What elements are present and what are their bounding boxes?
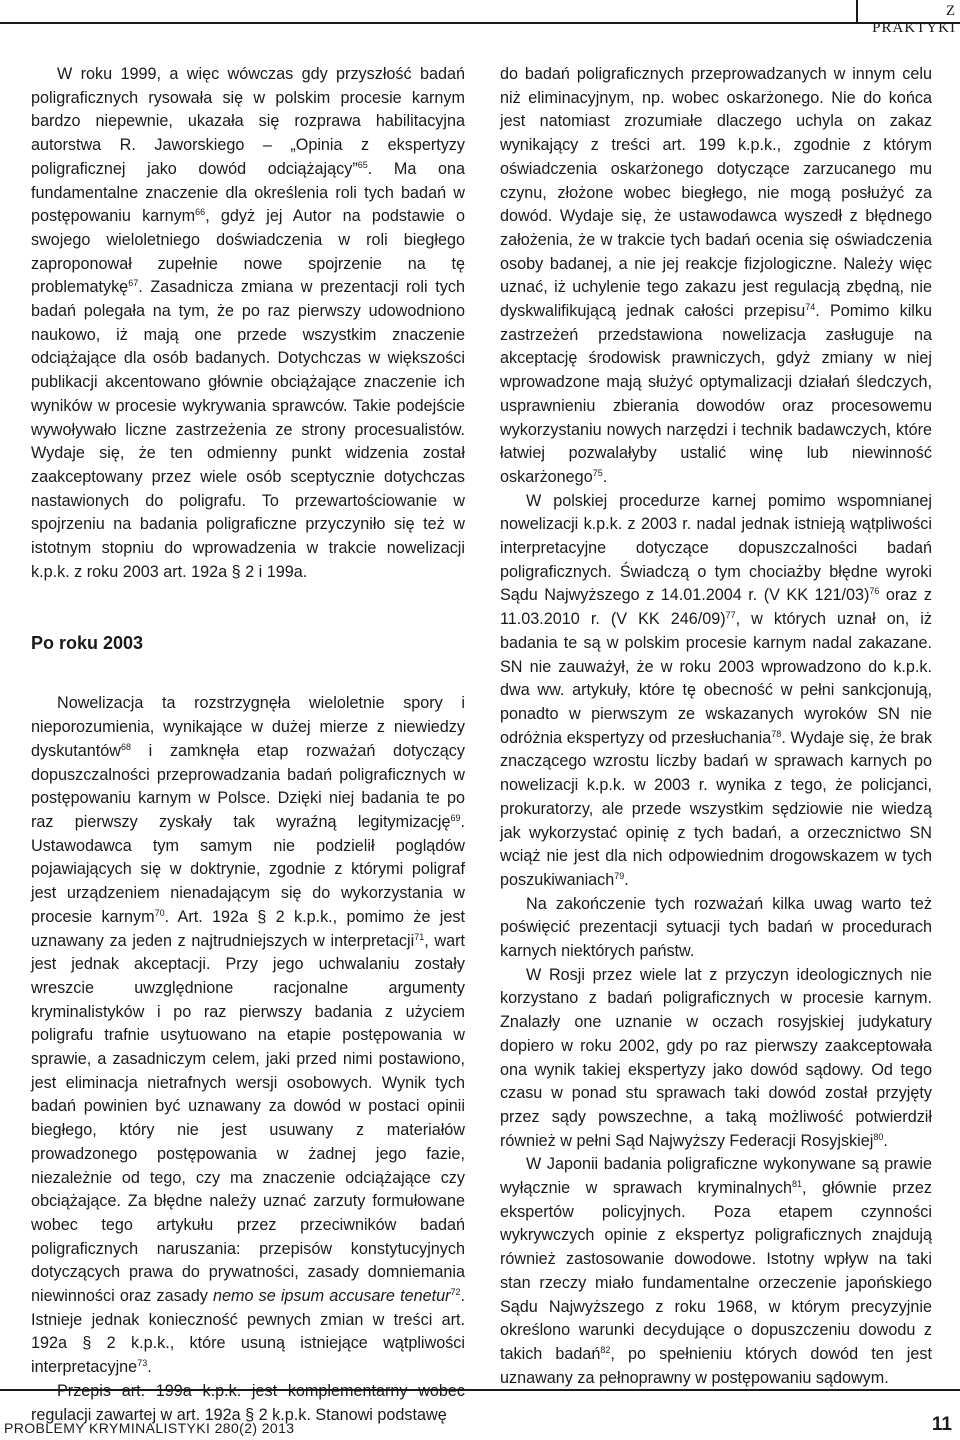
footnote-ref: 78 [771,728,782,739]
footnote-ref: 76 [869,586,880,597]
footnote-ref: 77 [725,610,736,621]
footnote-ref: 82 [600,1344,611,1355]
footnote-ref: 67 [128,278,139,289]
paragraph: Przepis art. 199a k.p.k. jest komplementarny wobec regulacji zawartej w art. 192a § 2 k.p.k. Stanowi podstawę [31,1381,465,1424]
paragraph: do badań poligraficznych przeprowadzanych w innym celu niż eliminacyjnym, np. wobec oskarżonego. Nie do końca jest natomiast zrozumiałe dlaczego uchyla on zakaz wynikający z treści art. 199 k.p.k., zgodnie z którym oświadczenia oskarżonego dotyczące zarzucanego mu czynu, złożone wobec biegłego, nie mogą posłużyć za dowód. Wydaje się, że ustawodawca wyszedł z błędnego założenia, że w trakcie tych badań ocenia się oświadczenia osoby badanej, a nie jej reakcje fizjologiczne. Należy więc uznać, iż uchylenie tego zakazu jest regulacją zbędną, nie dyskwalifikującą jednak całości przepisu$^{74}$. Pomimo kilku zastrzeżeń przedstawiona nowelizacja zasługuje na akceptację środowisk prawniczych, gdyż zmiany w niej wprowadzone mają służyć optymalizacji działań śledczych, usprawnieniu zbierania dowodów oraz procesowemu wykorzystaniu nowych narzędzi i technik badawczych, które łatwiej pozwalałyby ustalić winę lub niewinność oskarżonego$^{75}$. [500,65,932,486]
right-column [500,63,932,1390]
footnote-ref: 80 [873,1131,884,1142]
footnote-ref: 79 [614,870,625,881]
footnote-ref: 69 [450,812,461,823]
footnote-ref: 74 [805,302,816,313]
paragraph: Nowelizacja ta rozstrzygnęła wieloletnie spory i nieporozumienia, wynikające w dużej mierze z niewiedzy dyskutantów$^{68}$ i zamknęła etap rozważań dotyczący dopuszczalności przeprowadzania badań poligraficznych w postępowaniu karnym w Polsce. Dzięki niej badania te po raz pierwszy zyskały tak wyraźną legitymizację$^{69}$. Ustawodawca tym samym nie podzielił poglądów pojawiających się w doktrynie, zgodnie z którymi poligraf jest urządzeniem nienadającym się do wykorzystania w procesie karnym$^{70}$. Art. 192a § 2 k.p.k., pomimo że jest uznawany za jeden z najtrudniejszych w interpretacji$^{71}$, wart jest jednak akceptacji. Przy jego uchwalaniu zostały wreszcie uwzględnione racjonalne argumenty kryminalistyków i po raz pierwszy badania z użyciem poligrafu trafnie usytuowano na etapie postępowania w sprawie, a zasadniczym celem, jaki przed nimi postawiono, jest eliminacja nietrafnych wersji osobowych. Wynik tych badań powinien być uznawany za dowód w postaci opinii biegłego, który nie jest usuwany z materiałów prowadzonego postępowania w żadnej jego fazie, niezależnie od tego, czy ma znaczenie odciążające czy obciążające. Za błędne należy uznać zarzuty formułowane wobec tego artykułu przez przeciwników badań poligraficznych naruszania: przepisów konstytucyjnych dotyczących prawa do prywatności, zasady domniemania niewinności oraz zasady nemo se ipsum accusare tenetur$^{72}$. Istnieje jednak konieczność pewnych zmian w treści art. 192a § 2 k.p.k., które usuną istniejące wątpliwości interpretacyjne$^{73}$. [31,694,466,1377]
footnote-ref: 81 [792,1179,803,1190]
journal-title: PROBLEMY KRYMINALISTYKI 280(2) 2013 [4,1420,295,1436]
footnote-ref: 72 [450,1287,461,1298]
footnote-ref: 73 [137,1358,148,1369]
section-heading: Po roku 2003 [31,633,144,654]
paragraph: W roku 1999, a więc wówczas gdy przyszłość badań poligraficznych rysowała się w polskim procesie karnym bardzo niepewnie, ukazała się rozprawa habilitacyjna autorstwa R. Jaworskiego – „Opinia z ekspertyzy poligraficznej jako dowód odciążający”$^{65}$. Ma ona fundamentalne znaczenie dla określenia roli tych badań w postępowaniu karnym$^{66}$, gdyż jej Autor na podstawie o swojego wieloletniego doświadczenia w roli biegłego zaproponował zupełnie nowe spojrzenie na tę problematykę$^{67}$. Zasadnicza zmiana w prezentacji roli tych badań polegała na tym, że po raz pierwszy udowodniono naukowo, iż mają one przede wszystkim znaczenie odciążające dla osób badanych. Dotychczas w większości publikacji akcentowano głównie obciążające znaczenie ich wyników w procesie wykrywania sprawców. Takie podejście wywoływało liczne zastrzeżenia ze strony procesualistów. Wydaje się, że ten odmienny punkt widzenia został zaakceptowany przez wiele osób sceptycznie dotychczas nastawionych do poligrafu. To przewartościowanie w spojrzeniu na badania poligraficzne przyczyniło się też w istotnym stopniu do wprowadzenia w trakcie nowelizacji k.p.k. z roku 2003 art. 192a § 2 i 199a. [31,65,465,581]
left-column [31,63,465,1427]
footnote-ref: 75 [592,467,603,478]
paragraph: Na zakończenie tych rozważań kilka uwag warto też poświęcić prezentacji sytuacji tych badań w procedurach karnych niektórych państw. [500,894,932,961]
page-number: 11 [931,1414,952,1435]
footnote-ref: 65 [357,159,368,170]
footnote-ref: 66 [195,207,206,218]
paragraph: W polskiej procedurze karnej pomimo wspomnianej nowelizacji k.p.k. z 2003 r. nadal jednak istnieją wątpliwości interpretacyjne dotyczące dopuszczalności badań poligraficznych. Świadczą o tym chociażby błędne wyroki Sądu Najwyższego z 14.01.2004 r. (V KK 121/03)$^{76}$ oraz z 11.03.2010 r. (V KK 246/09)$^{77}$, w których uznał on, iż badania te są w polskim procesie karnym nadal zakazane. SN nie zauważył, że w roku 2003 wprowadzono do k.p.k. dwa ww. artykuły, które tę obecność w pełni sankcjonują, ponadto w pierwszym ze wskazanych wyroków SN nie odróżnia ekspertyzy od przesłuchania$^{78}$. Wydaje się, że brak znaczącego wzrostu liczby badań w sprawach karnych po nowelizacji k.p.k. w 2003 r. wynika z tego, że policjanci, prokuratorzy, ale przede wszystkim sędziowie nie wiedzą jak wykorzystać opinię z tych badań, a orzecznictwo SN wciąż nie jest dla nich odpowiednim drogowskazem w tych poszukiwaniach$^{79}$. [500,491,932,889]
footnote-ref: 71 [414,931,425,942]
section-label: Z PRAKTYKI [856,0,960,24]
footer-rule [0,1389,960,1391]
footnote-ref: 70 [154,907,165,918]
paragraph: W Rosji przez wiele lat z przyczyn ideologicznych nie korzystano z badań poligraficznych w procesie karnym. Znalazły one uznanie w oczach rosyjskiej judykatury dopiero w roku 2002, gdy po raz pierwszy zaakceptowała ona wynik takiej ekspertyzy jako dowód sądowy. Od tego czasu w ponad stu sprawach taki dowód został przyjęty przez sądy powszechne, a taką możliwość potwierdził również w pełni Sąd Najwyższy Federacji Rosyjskiej$^{80}$. [500,965,932,1150]
footnote-ref: 68 [120,741,131,752]
header-rule [0,22,858,24]
latin-maxim: nemo se ipsum accusare tenetur [212,1287,451,1306]
paragraph: W Japonii badania poligraficzne wykonywane są prawie wyłącznie w sprawach kryminalnych$^{81}$, głównie przez ekspertów policyjnych. Poza etapem czynności wykrywczych opinie z ekspertyz poligraficznych znajdują również zastosowanie dowodowe. Istotny wpływ na taki stan rzeczy miało fundamentalne orzeczenie japońskiego Sądu Najwyższego z roku 1968, w którym precyzyjnie określono warunki decydujące o dopuszczeniu dowodu z takich badań$^{82}$, po spełnieniu których dowód ten jest uznawany za pełnoprawny w postępowaniu sądowym. [500,1155,932,1387]
